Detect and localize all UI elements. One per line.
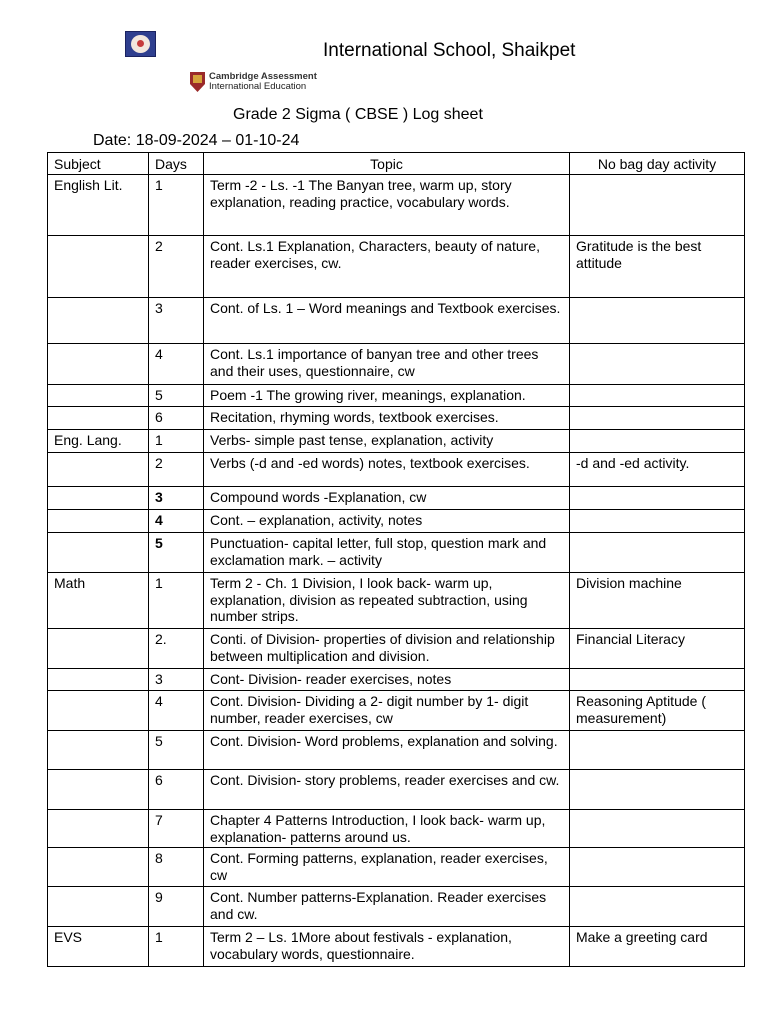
table-row [48, 887, 745, 927]
subject-cell [48, 629, 149, 669]
day-cell: 6 [149, 770, 204, 810]
activity-cell: Financial Literacy [570, 629, 745, 669]
table-row [48, 385, 745, 407]
column-header-days: Days [149, 153, 204, 175]
table-row [48, 927, 745, 967]
column-header-activity: No bag day activity [570, 153, 745, 175]
topic-cell: Chapter 4 Patterns Introduction, I look back- warm up, explanation- patterns around us. [204, 810, 570, 848]
school-emblem [131, 35, 150, 53]
day-cell: 1 [149, 927, 204, 967]
activity-cell: Gratitude is the best attitude [570, 236, 745, 298]
day-cell: 1 [149, 573, 204, 629]
board-line-1: Cambridge Assessment [209, 71, 317, 82]
activity-cell [570, 848, 745, 887]
activity-cell [570, 510, 745, 533]
day-cell: 9 [149, 887, 204, 927]
column-header-subject: Subject [48, 153, 149, 175]
table-row [48, 430, 745, 453]
subject-cell [48, 510, 149, 533]
table-row [48, 731, 745, 770]
table-row [48, 810, 745, 848]
topic-cell: Cont. Forming patterns, explanation, reader exercises, cw [204, 848, 570, 887]
board-line-2: International Education [209, 81, 307, 92]
day-cell: 2 [149, 453, 204, 487]
subject-cell [48, 848, 149, 887]
table-row [48, 407, 745, 430]
subject-cell [48, 533, 149, 573]
activity-cell [570, 298, 745, 344]
topic-cell: Term -2 - Ls. -1 The Banyan tree, warm up, story explanation, reading practice, vocabulary words. [204, 175, 570, 236]
subject-cell [48, 669, 149, 691]
activity-cell [570, 407, 745, 430]
sheet-title: Grade 2 Sigma ( CBSE ) Log sheet [233, 106, 483, 123]
topic-cell: Poem -1 The growing river, meanings, explanation. [204, 385, 570, 407]
subject-cell [48, 487, 149, 510]
activity-cell [570, 669, 745, 691]
table-row [48, 175, 745, 236]
day-cell: 4 [149, 691, 204, 731]
topic-cell: Cont. Division- story problems, reader exercises and cw. [204, 770, 570, 810]
topic-cell: Cont. – explanation, activity, notes [204, 510, 570, 533]
subject-cell [48, 298, 149, 344]
topic-cell: Recitation, rhyming words, textbook exercises. [204, 407, 570, 430]
column-header-topic: Topic [204, 153, 570, 175]
table-row [48, 453, 745, 487]
table-row [48, 236, 745, 298]
day-cell: 5 [149, 731, 204, 770]
topic-cell: Term 2 – Ls. 1More about festivals - explanation, vocabulary words, questionnaire. [204, 927, 570, 967]
activity-cell [570, 770, 745, 810]
topic-cell: Cont. Number patterns-Explanation. Reader exercises and cw. [204, 887, 570, 927]
day-cell: 4 [149, 510, 204, 533]
log-table [47, 152, 745, 967]
topic-cell: Cont. Ls.1 importance of banyan tree and other trees and their uses, questionnaire, cw [204, 344, 570, 385]
day-cell: 3 [149, 298, 204, 344]
subject-cell [48, 731, 149, 770]
day-cell: 6 [149, 407, 204, 430]
sheet-date: Date: 18-09-2024 – 01-10-24 [93, 132, 300, 149]
topic-cell: Term 2 - Ch. 1 Division, I look back- warm up, explanation, division as repeated subtraction, using number strips. [204, 573, 570, 629]
log-table-body [48, 175, 745, 967]
table-header-row [48, 153, 745, 175]
topic-cell: Verbs- simple past tense, explanation, activity [204, 430, 570, 453]
topic-cell: Conti. of Division- properties of division and relationship between multiplication and division. [204, 629, 570, 669]
topic-cell: Punctuation- capital letter, full stop, question mark and exclamation mark. – activity [204, 533, 570, 573]
day-cell: 3 [149, 487, 204, 510]
subject-cell [48, 770, 149, 810]
activity-cell [570, 175, 745, 236]
subject-cell [48, 691, 149, 731]
activity-cell [570, 487, 745, 510]
day-cell: 1 [149, 430, 204, 453]
subject-cell [48, 887, 149, 927]
subject-cell [48, 810, 149, 848]
table-row [48, 629, 745, 669]
activity-cell [570, 533, 745, 573]
activity-cell [570, 887, 745, 927]
table-row [48, 487, 745, 510]
day-cell: 4 [149, 344, 204, 385]
activity-cell: Division machine [570, 573, 745, 629]
day-cell: 8 [149, 848, 204, 887]
table-row [48, 573, 745, 629]
school-logo [125, 31, 156, 57]
topic-cell: Cont. Division- Word problems, explanation and solving. [204, 731, 570, 770]
topic-cell: Cont- Division- reader exercises, notes [204, 669, 570, 691]
subject-cell [48, 453, 149, 487]
table-row [48, 691, 745, 731]
activity-cell [570, 385, 745, 407]
topic-cell: Cont. of Ls. 1 – Word meanings and Textbook exercises. [204, 298, 570, 344]
activity-cell: Make a greeting card [570, 927, 745, 967]
subject-cell: Eng. Lang. [48, 430, 149, 453]
subject-cell [48, 385, 149, 407]
subject-cell [48, 344, 149, 385]
cambridge-logo [190, 72, 317, 92]
day-cell: 2 [149, 236, 204, 298]
activity-cell [570, 731, 745, 770]
table-row [48, 533, 745, 573]
day-cell: 7 [149, 810, 204, 848]
activity-cell [570, 344, 745, 385]
table-row [48, 344, 745, 385]
day-cell: 1 [149, 175, 204, 236]
activity-cell: -d and -ed activity. [570, 453, 745, 487]
activity-cell: Reasoning Aptitude ( measurement) [570, 691, 745, 731]
subject-cell: Math [48, 573, 149, 629]
day-cell: 5 [149, 385, 204, 407]
subject-cell: English Lit. [48, 175, 149, 236]
table-row [48, 298, 745, 344]
day-cell: 3 [149, 669, 204, 691]
topic-cell: Cont. Ls.1 Explanation, Characters, beauty of nature, reader exercises, cw. [204, 236, 570, 298]
topic-cell: Cont. Division- Dividing a 2- digit number by 1- digit number, reader exercises, cw [204, 691, 570, 731]
school-name: International School, Shaikpet [323, 40, 576, 61]
day-cell: 5 [149, 533, 204, 573]
topic-cell: Verbs (-d and -ed words) notes, textbook exercises. [204, 453, 570, 487]
cambridge-shield-icon [190, 72, 205, 92]
activity-cell [570, 810, 745, 848]
table-row [48, 770, 745, 810]
subject-cell: EVS [48, 927, 149, 967]
day-cell: 2. [149, 629, 204, 669]
subject-cell [48, 407, 149, 430]
table-row [48, 510, 745, 533]
topic-cell: Compound words -Explanation, cw [204, 487, 570, 510]
table-row [48, 848, 745, 887]
table-row [48, 669, 745, 691]
subject-cell [48, 236, 149, 298]
activity-cell [570, 430, 745, 453]
